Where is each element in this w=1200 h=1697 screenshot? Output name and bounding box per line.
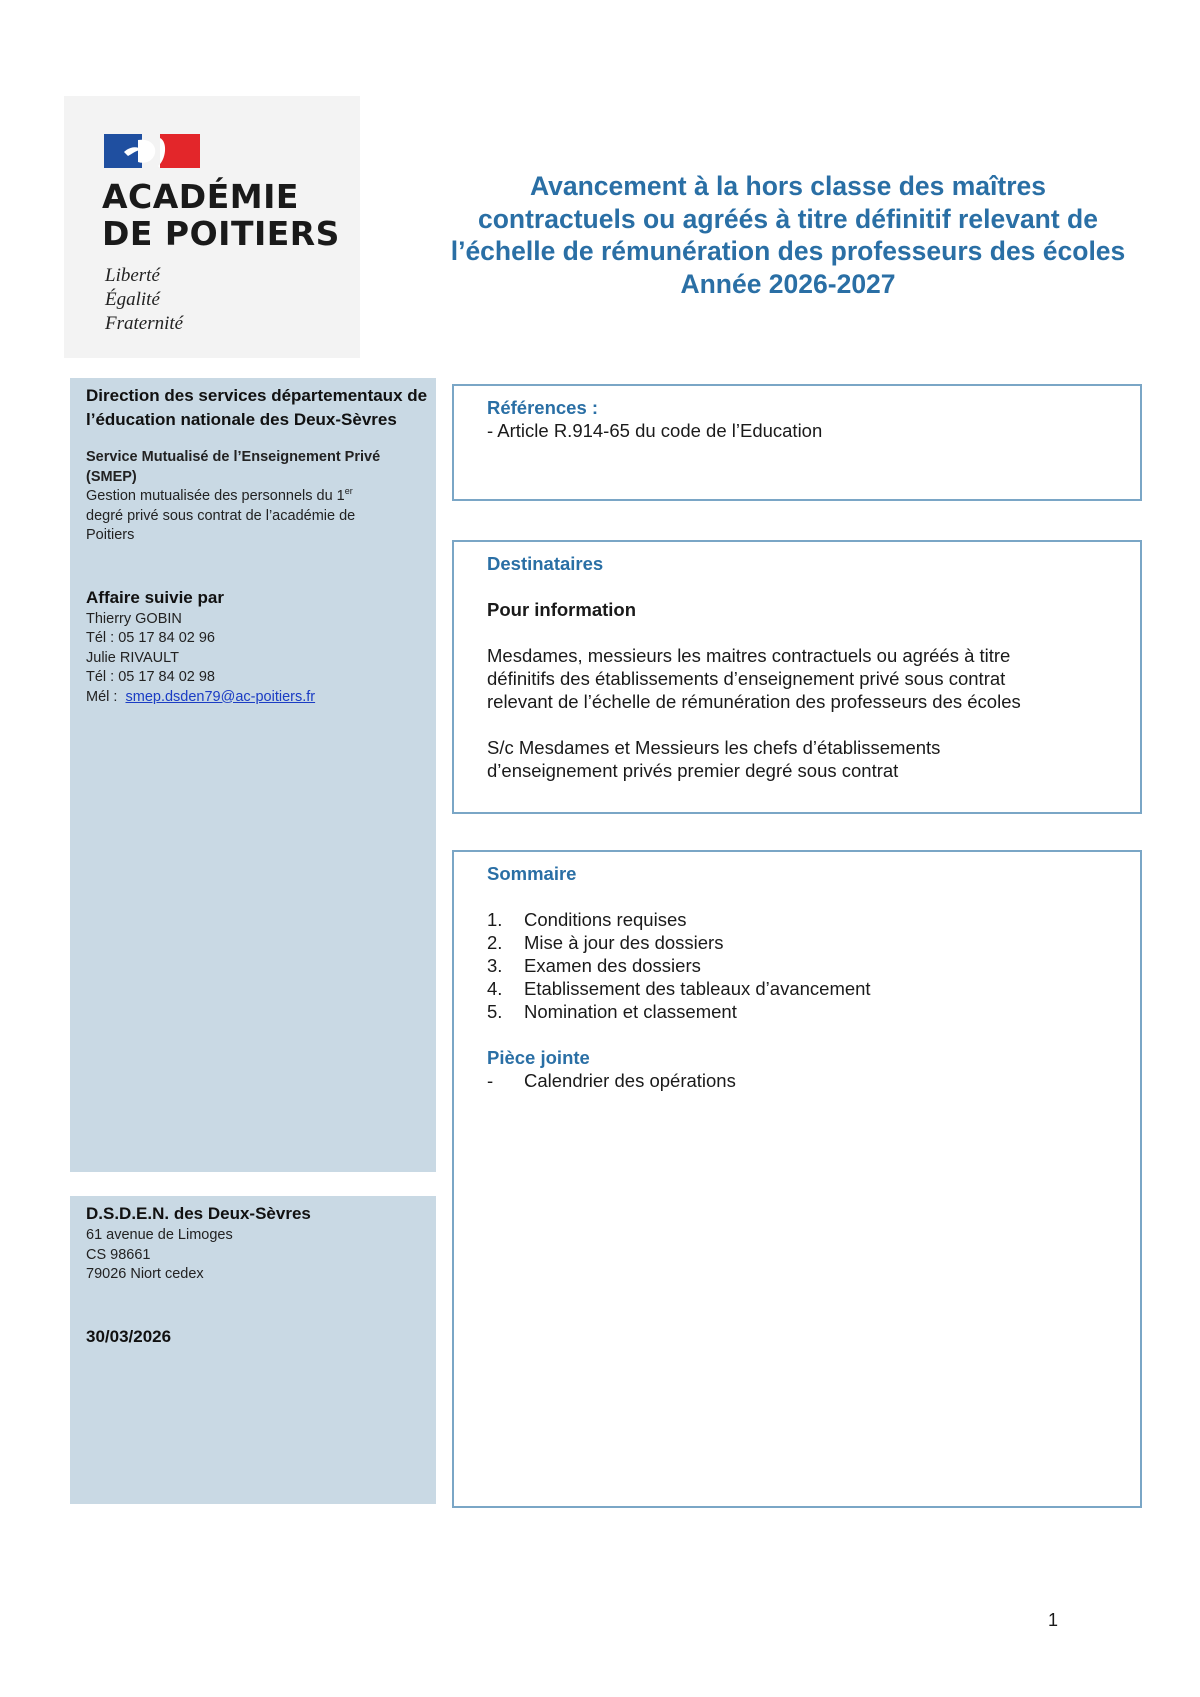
sommaire-list xyxy=(487,908,1120,1023)
destinataires-box xyxy=(452,540,1142,814)
sender-sidebar xyxy=(70,378,436,1172)
service-title: Service Mutualisé de l’Enseignement Privé (SMEP) xyxy=(86,449,381,485)
piece-jointe-title: Pièce jointe xyxy=(487,1047,590,1068)
document-date: 30/03/2026 xyxy=(86,1326,172,1346)
attachment-item: - Calendrier des opérations xyxy=(487,1070,736,1091)
logo-name: ACADÉMIE DE POITIERS xyxy=(102,177,340,253)
direction-name: Direction des services départementaux de l’éducation nationale des Deux-Sèvres xyxy=(86,386,428,429)
address-title: D.S.D.E.N. des Deux-Sèvres xyxy=(86,1204,311,1223)
destinataires-paragraph-1: Mesdames, messieurs les maitres contractuels ou agréés à titre définitifs des établissements d’enseignement privé sous contrat relevant de l’échelle de rémunération des professeurs des écoles xyxy=(487,645,1021,712)
destinataires-subtitle: Pour information xyxy=(487,599,637,620)
references-box: Références : - Article R.914-65 du code de l’Education xyxy=(452,384,1142,501)
email-link[interactable]: smep.dsden79@ac-poitiers.fr xyxy=(125,688,316,705)
marianne-flag-icon xyxy=(104,134,200,168)
service-description: Gestion mutualisée des personnels du 1er degré privé sous contrat de l’académie de Poitiers xyxy=(86,486,356,543)
address-sidebar: D.S.D.E.N. des Deux-Sèvres 61 avenue de Limoges CS 98661 79026 Niort cedex 30/03/2026 xyxy=(70,1196,436,1504)
list-item: 5. Nomination et classement xyxy=(487,1001,737,1022)
affaire-title: Affaire suivie par xyxy=(86,587,224,607)
document-title: Avancement à la hors classe des maîtres contractuels ou agréés à titre définitif relevant de l’échelle de rémunération des professeurs des écoles Année 2026-2027 xyxy=(450,171,1126,299)
republic-motto: Liberté Égalité Fraternité xyxy=(105,265,184,334)
academie-logo xyxy=(64,96,360,358)
page-number: 1 xyxy=(1048,1610,1059,1630)
contacts: Thierry GOBIN Tél : 05 17 84 02 96 Julie RIVAULT Tél : 05 17 84 02 98 Mél : smep.dsden79@ac-poitiers.fr xyxy=(86,610,316,705)
sommaire-box xyxy=(452,850,1142,1508)
reference-item: - Article R.914-65 du code de l’Education xyxy=(487,420,823,441)
destinataires-paragraph-2: S/c Mesdames et Messieurs les chefs d’établissements d’enseignement privés premier degré sous contrat xyxy=(487,737,941,781)
list-item: 1. Conditions requises xyxy=(487,909,687,930)
list-item: 2. Mise à jour des dossiers xyxy=(487,932,724,953)
sommaire-title: Sommaire xyxy=(487,863,577,884)
references-title: Références xyxy=(487,397,587,418)
destinataires-title: Destinataires xyxy=(487,553,604,574)
list-item: 4. Etablissement des tableaux d’avancement xyxy=(487,978,871,999)
list-item: 3. Examen des dossiers xyxy=(487,955,701,976)
